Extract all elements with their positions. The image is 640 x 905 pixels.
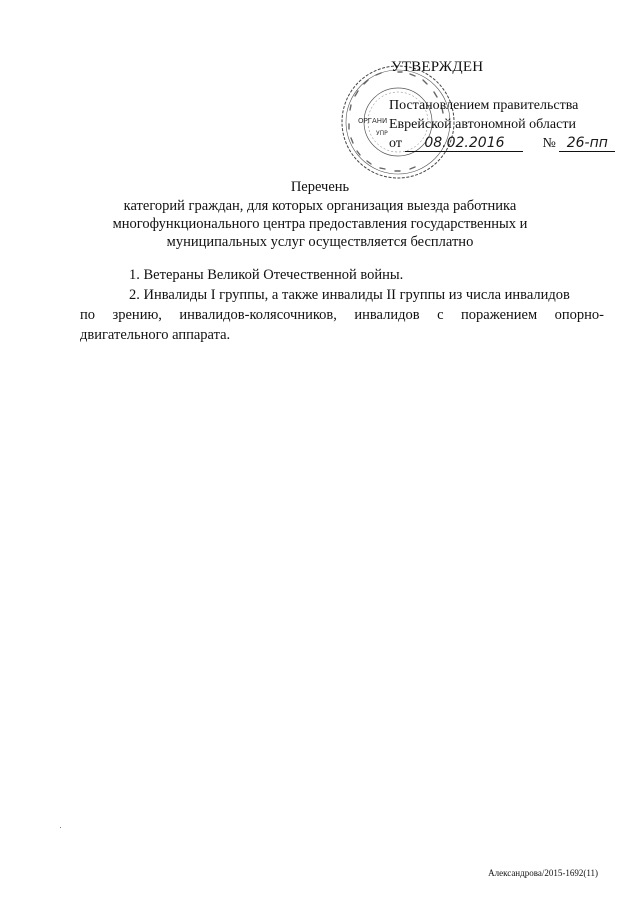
approval-date: 08.02.2016 <box>405 135 523 152</box>
list-item-2-line-2: по зрению, инвалидов-колясочников, инвалидов с поражением опорно- <box>80 307 604 323</box>
list-item-1: 1. Ветераны Великой Отечественной войны. <box>129 267 404 283</box>
approved-heading: УТВЕРЖДЕН <box>391 59 484 75</box>
stamp-center-text-1: ОРГАНИ <box>358 117 388 125</box>
footer-document-code: Александрова/2015-1692(11) <box>488 868 598 878</box>
document-title: Перечень <box>290 179 350 195</box>
approval-line-date-number <box>389 134 615 153</box>
list-item-2-line-1: 2. Инвалиды I группы, а также инвалиды II группы из числа инвалидов <box>129 287 570 303</box>
approval-line-resolution: Постановлением правительства <box>389 98 579 113</box>
document-subtitle-line-3: муниципальных услуг осуществляется бесплатно <box>166 234 474 250</box>
list-item-2 <box>80 285 604 345</box>
approval-number: 26-пп <box>559 135 615 152</box>
document-subtitle-line-2: многофункционального центра предоставления государственных и <box>112 216 528 232</box>
stray-mark <box>60 827 61 828</box>
document-subtitle-line-1: категорий граждан, для которых организация выезда работника <box>123 198 517 214</box>
list-item-2-line-3: двигательного аппарата. <box>80 327 231 343</box>
approval-number-sign: № <box>542 136 556 151</box>
stamp-center-text-2: УПР <box>376 130 388 137</box>
approval-from-label: от <box>389 136 402 151</box>
approval-line-region: Еврейской автономной области <box>389 117 576 132</box>
